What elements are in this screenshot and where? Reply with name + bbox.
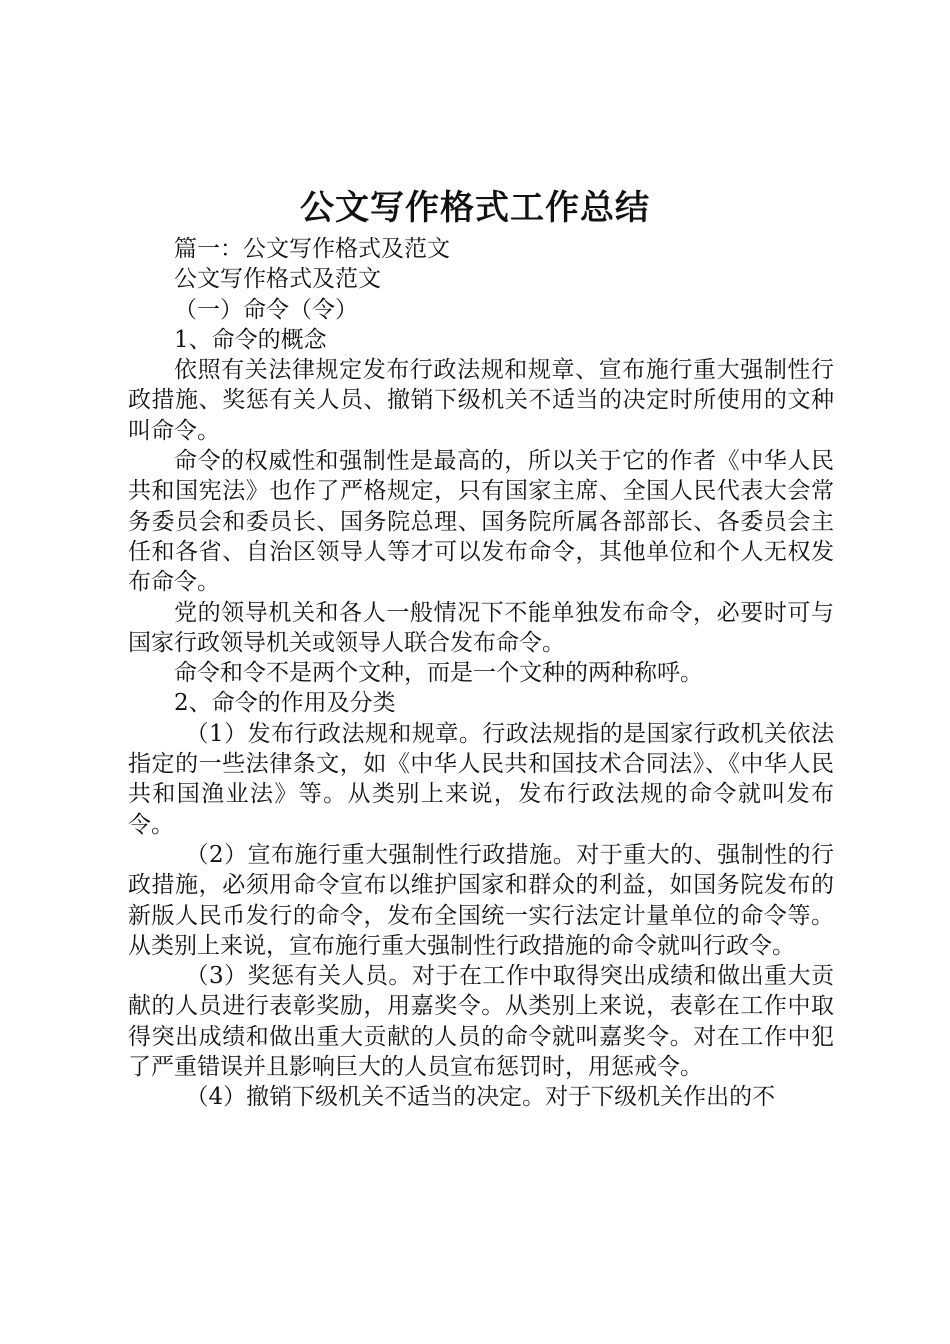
point-heading: 1、命令的概念: [174, 326, 327, 353]
list-paragraph: （2）宣布施行重大强制性行政措施。对于重大的、强制性的行政措施，必须用命令宣布以维护国家和群众的利益，如国务院发布的新版人民币发行的命令，发布全国统一实行法定计量单位的命令等。从类别上来说，宣布施行重大强制性行政措施的命令就叫行政令。: [128, 841, 834, 959]
document-body: [128, 234, 834, 1113]
body-paragraph: 命令和令不是两个文种，而是一个文种的两种称呼。: [174, 660, 703, 687]
section-subheading: 公文写作格式及范文: [174, 266, 381, 293]
body-paragraph: 命令的权威性和强制性是最高的，所以关于它的作者《中华人民共和国宪法》也作了严格规定，只有国家主席、全国人民代表大会常务委员会和委员长、国务院总理、国务院所属各部部长、各委员会主任和各省、自治区领导人等才可以发布命令，其他单位和个人无权发布命令。: [128, 448, 834, 596]
section-heading: 篇一：公文写作格式及范文: [174, 236, 450, 262]
body-paragraph: 依照有关法律规定发布行政法规和规章、宣布施行重大强制性行政措施、奖惩有关人员、撤销下级机关不适当的决定时所使用的文种叫命令。: [128, 357, 834, 444]
subsection-heading: （一）命令（令）: [174, 296, 358, 323]
document-title: 公文写作格式工作总结: [300, 188, 650, 228]
list-paragraph: （4）撤销下级机关不适当的决定。对于下级机关作出的不: [185, 1084, 776, 1111]
list-paragraph: （3）奖惩有关人员。对于在工作中取得突出成绩和做出重大贡献的人员进行表彰奖励，用嘉奖令。从类别上来说，表彰在工作中取得突出成绩和做出重大贡献的人员的命令就叫嘉奖令。对在工作中犯了严重错误并且影响巨大的人员宣布惩罚时，用惩戒令。: [128, 963, 834, 1081]
point-heading: 2、命令的作用及分类: [174, 690, 396, 717]
list-paragraph: （1）发布行政法规和规章。行政法规指的是国家行政机关依法指定的一些法律条文，如《中华人民共和国技术合同法》、《中华人民共和国渔业法》等。从类别上来说，发布行政法规的命令就叫发布令。: [128, 720, 834, 838]
body-paragraph: 党的领导机关和各人一般情况下不能单独发布命令，必要时可与国家行政领导机关或领导人联合发布命令。: [128, 599, 834, 656]
